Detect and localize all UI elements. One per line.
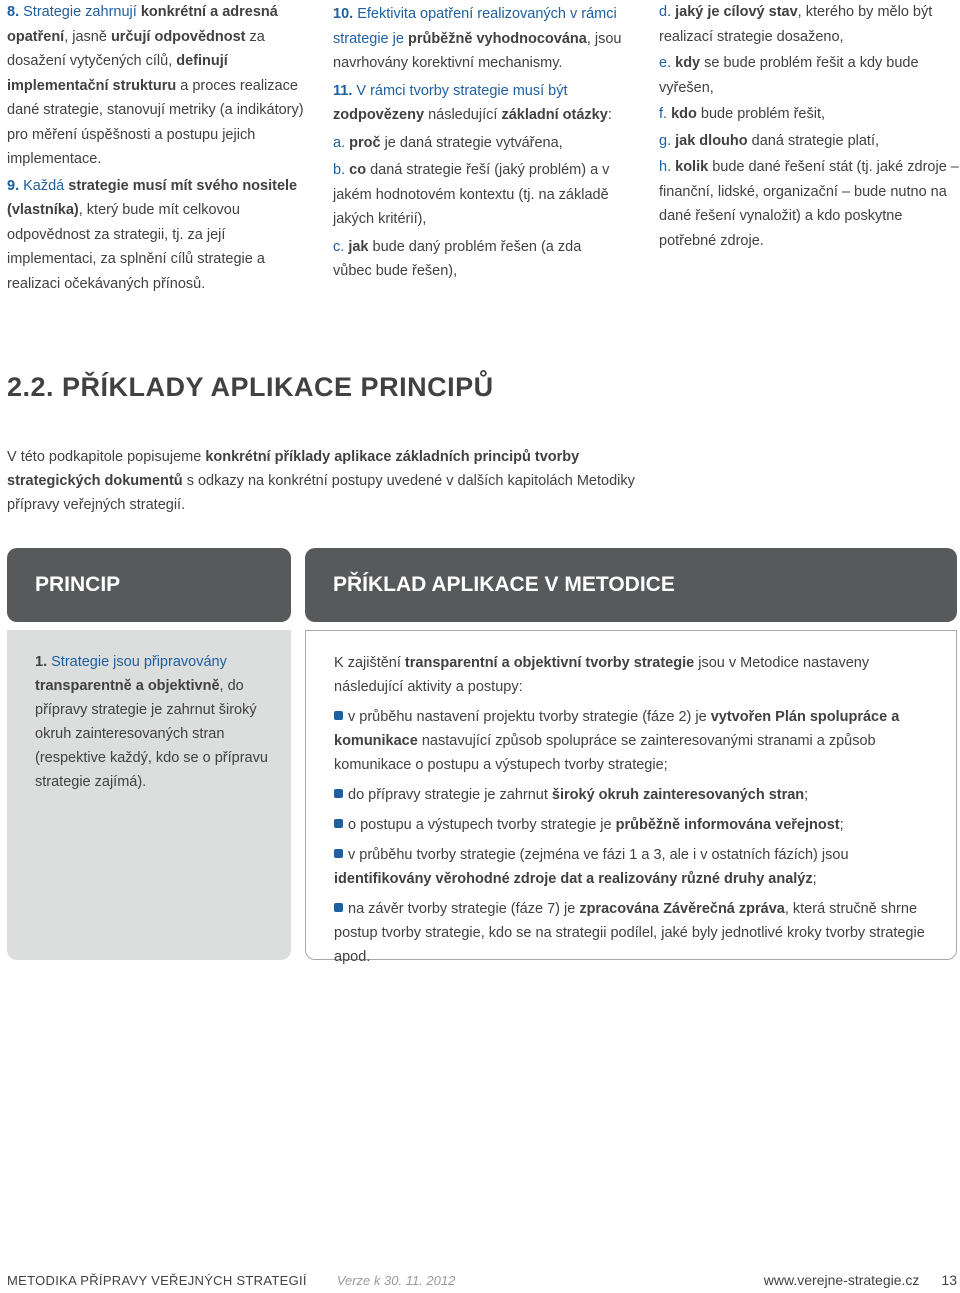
question-a bbox=[333, 131, 623, 156]
question-b bbox=[333, 158, 623, 232]
example-item bbox=[334, 705, 936, 777]
table-header-example bbox=[305, 548, 957, 622]
text-run: daná strategie platí, bbox=[747, 132, 880, 149]
text-run: transparentní a objektivní tvorby strategie bbox=[404, 655, 695, 671]
text-run: jsou v Metodice nastaveny následující aktivity a postupy: bbox=[334, 655, 870, 695]
text-run: na závěr tvorby strategie (fáze 7) je bbox=[348, 901, 580, 917]
example-item-text bbox=[334, 901, 925, 965]
text-run: konkrétní a adresná opatření bbox=[7, 4, 278, 45]
text-run: d. bbox=[659, 4, 676, 20]
text-run: f. bbox=[659, 106, 672, 122]
table-header-principle-label: PRINCIP bbox=[35, 573, 121, 596]
example-item bbox=[334, 843, 936, 891]
text-run: jaký je cílový stav bbox=[675, 4, 798, 20]
example-item-text bbox=[334, 847, 849, 887]
question-g bbox=[659, 129, 959, 154]
page-number: 13 bbox=[941, 1272, 957, 1288]
text-run: identifikovány věrohodné zdroje dat a realizovány různé druhy analýz bbox=[334, 871, 813, 887]
text-run: bude problém řešit, bbox=[696, 106, 826, 122]
bullet-square-icon bbox=[334, 789, 343, 798]
table-cell-principle bbox=[7, 630, 291, 960]
example-intro bbox=[334, 651, 936, 699]
page-footer bbox=[7, 1272, 957, 1288]
text-run: , která stručně shrne postup tvorby strategie, kdo se na strategii podílel, jaké byly jednotlivé kroky tvorby strategie apod. bbox=[334, 901, 925, 965]
text-run: g. bbox=[659, 132, 676, 149]
question-d bbox=[659, 0, 959, 49]
text-run: Strategie zahrnují bbox=[19, 4, 141, 20]
example-item-text bbox=[348, 787, 808, 803]
text-run: daná strategie řeší (jaký problém) a v jakém hodnotovém kontextu (tj. na základě jakých kritérií), bbox=[333, 162, 610, 227]
text-run: transparentně a objektivně bbox=[35, 678, 220, 694]
text-run: bude dané řešení stát (tj. jaké zdroje – finanční, lidské, organizační – bude nutno na dané řešení vynaložit) a kdo poskytne potřebné zdroje. bbox=[659, 159, 959, 249]
text-run: bude daný problém řešen (a zda vůbec bude řešen), bbox=[333, 238, 582, 279]
principle-9 bbox=[7, 174, 307, 297]
text-run: 9. bbox=[7, 177, 20, 194]
text-run: Efektivita opatření realizovaných v rámci strategie je bbox=[333, 6, 617, 47]
table-cell-example bbox=[305, 630, 957, 965]
column-middle bbox=[333, 2, 623, 287]
footer-url[interactable]: www.verejne-strategie.cz bbox=[763, 1272, 920, 1288]
question-f bbox=[659, 102, 959, 127]
text-run: následující bbox=[424, 107, 502, 123]
text-run: co bbox=[349, 162, 367, 178]
text-run: jak bbox=[348, 238, 369, 255]
principle-10 bbox=[333, 2, 623, 76]
text-run: strategie musí mít svého nositele (vlastníka) bbox=[7, 177, 298, 218]
text-run: ; bbox=[839, 817, 844, 833]
text-run: o postupu a výstupech tvorby strategie je bbox=[348, 817, 616, 833]
text-run: 10. bbox=[333, 6, 354, 22]
text-run: K zajištění bbox=[334, 655, 405, 671]
text-run: Každá bbox=[19, 177, 69, 194]
text-run: široký okruh zainteresovaných stran bbox=[551, 787, 805, 803]
text-run: a. bbox=[333, 134, 350, 151]
text-run: je daná strategie vytvářena, bbox=[380, 134, 563, 151]
text-run: 8. bbox=[7, 4, 20, 20]
text-run: v průběhu nastavení projektu tvorby strategie (fáze 2) je bbox=[348, 709, 711, 725]
text-run: b. bbox=[333, 162, 350, 178]
text-run: jak dlouho bbox=[675, 132, 748, 149]
text-run: definují implementační strukturu bbox=[7, 53, 228, 94]
text-run: průběžně informována veřejnost bbox=[615, 817, 840, 833]
text-run: zpracována Závěrečná zpráva bbox=[579, 901, 785, 917]
text-run: , do přípravy strategie je zahrnut široký okruh zainteresovaných stran (respektive každý, kdo se o přípravu strategie zajímá). bbox=[35, 678, 268, 790]
text-run: c. bbox=[333, 238, 349, 255]
text-run: : bbox=[607, 107, 612, 123]
text-run: V této podkapitole popisujeme bbox=[7, 449, 206, 465]
text-run: konkrétní příklady aplikace základních principů tvorby strategických dokumentů bbox=[7, 449, 580, 489]
table-header-example-label: PŘÍKLAD APLIKACE V METODICE bbox=[333, 573, 675, 596]
text-run: s odkazy na konkrétní postupy uvedené v dalších kapitolách Metodiky přípravy veřejných strategií. bbox=[7, 473, 635, 513]
text-run: h. bbox=[659, 159, 676, 175]
text-run: , kterého by mělo být realizací strategie dosaženo, bbox=[659, 4, 933, 45]
column-right bbox=[659, 0, 959, 255]
text-run: vytvořen Plán spolupráce a komunikace bbox=[334, 709, 900, 749]
question-h bbox=[659, 155, 959, 253]
principle-11 bbox=[333, 79, 623, 128]
bullet-square-icon bbox=[334, 849, 343, 858]
bullet-square-icon bbox=[334, 903, 343, 912]
section-heading: 2.2. PŘÍKLADY APLIKACE PRINCIPŮ bbox=[7, 372, 494, 402]
text-run: zodpovězeny bbox=[333, 107, 425, 123]
footer-title: METODIKA PŘÍPRAVY VEŘEJNÝCH STRATEGIÍ bbox=[7, 1273, 307, 1288]
example-item bbox=[334, 897, 936, 969]
text-run: a proces realizace dané strategie, stanovují metriky (a indikátory) pro měření úspěšnosti a postupu jejich implementace. bbox=[7, 77, 304, 167]
text-run: , který bude mít celkovou odpovědnost za strategii, tj. za její implementaci, za splnění cílů strategie a realizaci očekávaných přínosů. bbox=[7, 202, 265, 292]
text-run: určují odpovědnost bbox=[110, 28, 246, 45]
example-item bbox=[334, 783, 936, 807]
text-run: 11. bbox=[333, 82, 353, 99]
text-run: do přípravy strategie je zahrnut bbox=[348, 787, 552, 803]
text-run: 1. bbox=[35, 654, 48, 670]
example-item-text bbox=[334, 709, 899, 773]
column-left bbox=[7, 0, 307, 298]
text-run: V rámci tvorby strategie musí být bbox=[352, 82, 568, 99]
example-item bbox=[334, 813, 936, 837]
bullet-square-icon bbox=[334, 711, 343, 720]
text-run: e. bbox=[659, 55, 676, 71]
text-run: kolik bbox=[675, 159, 709, 175]
footer-version: Verze k 30. 11. 2012 bbox=[336, 1273, 456, 1288]
question-e bbox=[659, 51, 959, 100]
text-run: za dosažení vytyčených cílů, bbox=[7, 28, 265, 69]
text-run: kdo bbox=[671, 106, 697, 122]
example-item-text bbox=[348, 817, 844, 833]
text-run: Strategie jsou připravovány bbox=[47, 654, 227, 670]
text-run: základní otázky bbox=[501, 107, 608, 123]
text-run: nastavující způsob spolupráce se zainteresovanými stranami a způsob komunikace o postupu a výstupech tvorby strategie; bbox=[334, 733, 876, 773]
text-run: se bude problém řešit a kdy bude vyřešen, bbox=[659, 55, 919, 96]
bullet-square-icon bbox=[334, 819, 343, 828]
principle-1-text bbox=[35, 650, 271, 794]
principle-8 bbox=[7, 0, 307, 172]
text-run: v průběhu tvorby strategie (zejména ve fázi 1 a 3, ale i v ostatních fázích) jsou bbox=[348, 847, 849, 863]
text-run: kdy bbox=[675, 55, 701, 71]
text-run: , jasně bbox=[64, 28, 111, 45]
text-run: , jsou navrhovány korektivní mechanismy. bbox=[333, 30, 622, 71]
text-run: ; bbox=[812, 871, 817, 887]
question-c bbox=[333, 235, 623, 284]
table-header-principle bbox=[7, 548, 291, 622]
text-run: ; bbox=[804, 787, 809, 803]
text-run: průběžně vyhodnocována bbox=[407, 30, 587, 47]
section-intro bbox=[7, 445, 647, 517]
text-run: proč bbox=[349, 134, 381, 151]
